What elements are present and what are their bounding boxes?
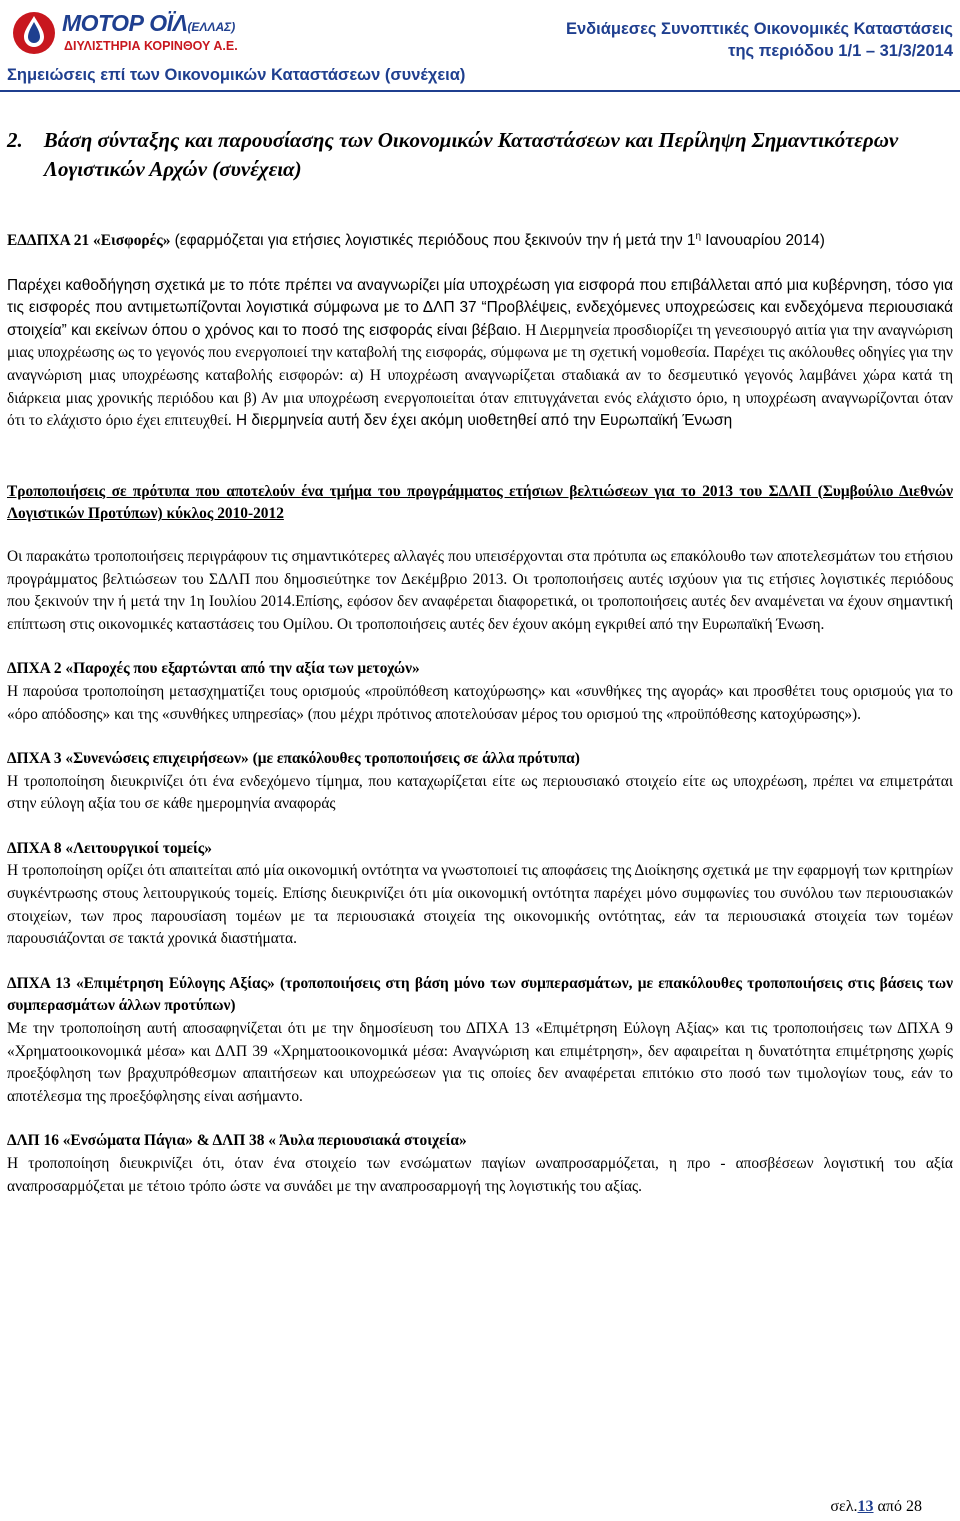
logo-sub-text: ΔΙΥΛΙΣΤΗΡΙΑ ΚΟΡΙΝΘΟΥ Α.Ε.	[64, 39, 238, 53]
oil-drop-icon	[10, 8, 58, 56]
logo-main-text: ΜΟΤΟΡ ΟΪΛ(ΕΛΛΑΣ)	[62, 10, 236, 36]
page-number: σελ.13 από 28	[830, 1498, 922, 1515]
ifric21-paragraph: Παρέχει καθοδήγηση σχετικά με το πότε πρέπει να αναγνωρίζει μία υποχρέωση για εισφορά που επιβάλλεται από μια κυβέρνηση, τόσο για τις εισφορές που αντιμετωπίζονται λογιστικά σύμφωνα με το ΔΛΠ 37 “Προβλέψεις, ενδεχόμενες υποχρεώσεις και ενδεχόμενα περιουσιακά στοιχεία” και εκείνων όπου ο χρόνος και το ποσό της εισφοράς είναι βέβαιο. Η Διερμηνεία προσδιορίζει τη γενεσιουργό αιτία για την αναγνώριση μιας υποχρέωσης ως το γεγονός που ενεργοποιεί την καταβολή της εισφοράς, σύμφωνα με τη σχετική νομοθεσία. Παρέχει τις ακόλουθες οδηγίες για την αναγνώριση μιας υποχρέωσης καταβολής εισφορών: α) Η υποχρέωση αναγνωρίζεται σταδιακά αν το δεσμευτικό γεγονός λαμβάνει χώρα κατά τη διάρκεια μιας χρονικής περιόδου και β) Αν μια υποχρέωση ενεργοποιείται όταν επιτυγχάνεται ενός ελάχιστο όριο, η υποχρέωση αναγνωρίζονται όταν ότι το ελάχιστο όριο έχει επιτευχθεί. Η διερμηνεία αυτή δεν έχει ακόμη υιοθετηθεί από την Ευρωπαϊκή Ένωση	[7, 276, 953, 430]
section-title-text: Βάση σύνταξης και παρουσίασης των Οικονομικών Καταστάσεων και Περίληψη Σημαντικότερων Λογιστικών Αρχών (συνέχεια)	[43, 128, 899, 181]
report-title: Ενδιάμεσες Συνοπτικές Οικονομικές Καταστάσεις	[565, 20, 953, 38]
ifrs2-text: Η παρούσα τροποποίηση μετασχηματίζει τους ορισμούς «προϋπόθεση κατοχύρωσης» και «συνθήκες της αγοράς» και προσθέτει τους ορισμούς για το «όρο απόδοσης» και της «συνθήκες υπηρεσίας» (που μέχρι πρότινος αποτελούσαν μέρος του ορισμού της «προϋπόθεσης κατοχύρωσης»).	[7, 682, 953, 723]
ias16-38-text: Η τροποποίηση διευκρινίζει ότι, όταν ένα στοιχείο των ενσώματων παγίων ωναπροσαρμόζεται, η προ - αποσβέσεων λογιστική του αξία αναπροσαρμόζεται με τέτοιο τρόπο ώστε να συνάδει με την αναπροσαρμογή της λογιστικής του αξίας.	[7, 1155, 953, 1195]
ifrs8-text: Η τροποποίηση ορίζει ότι απαιτείται από μία οικονομική οντότητα να γνωστοποιεί τις αποφάσεις της Διοίκησης σχετικά με την εφαρμογή των κριτηρίων συγκέντρωσης στους λειτουργικούς τομείς. Επίσης διευκρινίζει ότι μία οικονομική οντότητα παρέχει μόνο συμφωνίες του συνόλου των περιουσιακών στοιχείων, των προς παρουσίαση τομέων με τα περιουσιακά στοιχεία της οικονομικής οντότητας, εάν τα περιουσιακά στοιχεία των τομέων παρουσιάζονται σε τακτά χρονικά διαστήματα.	[7, 862, 953, 948]
header-divider	[0, 90, 960, 92]
section-number: 2.	[7, 128, 23, 152]
report-period: της περιόδου 1/1 – 31/3/2014	[728, 42, 953, 60]
ifrs2-title: ΔΠΧΑ 2 «Παροχές που εξαρτώνται από την αξία των μετοχών»	[7, 660, 420, 678]
company-logo	[6, 6, 238, 58]
notes-title: Σημειώσεις επί των Οικονομικών Καταστάσεων (συνέχεια)	[7, 66, 466, 84]
amendments-heading: Τροποποιήσεις σε πρότυπα που αποτελούν ένα τμήμα του προγράμματος ετήσιων βελτιώσεων για το 2013 του ΣΔΛΠ (Συμβούλιο Διεθνών Λογιστικών Προτύπων) κύκλος 2010-2012	[7, 482, 953, 523]
ias16-38-title: ΔΛΠ 16 «Ενσώματα Πάγια» & ΔΛΠ 38 « Άυλα περιουσιακά στοιχεία»	[7, 1132, 467, 1150]
amendments-intro: Οι παρακάτω τροποποιήσεις περιγράφουν τις σημαντικότερες αλλαγές που υπεισέρχονται στα πρότυπα ως επακόλουθο των αποτελεσμάτων του ετήσιου προγράμματος βελτιώσεων του ΣΔΛΠ που δημοσιεύτηκε τον Δεκέμβριο 2013. Οι τροποποιήσεις αυτές ισχύουν για τις ετήσιες λογιστικές περιόδους που ξεκινούν την ή μετά την 1η Ιουλίου 2014.Επίσης, εφόσον δεν αναφέρεται διαφορετικά, οι τροποποιήσεις αυτές δεν αναμένεται να έχουν σημαντική επίπτωση στις οικονομικές καταστάσεις του Ομίλου. Οι τροποποιήσεις αυτές δεν έχουν ακόμη εγκριθεί από την Ευρωπαϊκή Ένωση.	[7, 547, 953, 633]
section-title	[7, 126, 953, 184]
ifrs3-title: ΔΠΧΑ 3 «Συνενώσεις επιχειρήσεων» (με επακόλουθες τροποποιήσεις σε άλλα πρότυπα)	[7, 750, 580, 768]
ifric21-heading: ΕΔΔΠΧΑ 21 «Εισφορές» (εφαρμόζεται για ετήσιες λογιστικές περιόδους που ξεκινούν την ή μετά την $1^\eta$ Ιανουαρίου 2014)	[7, 230, 825, 249]
ifrs8-title: ΔΠΧΑ 8 «Λειτουργικοί τομείς»	[7, 839, 212, 857]
ifrs13-title: ΔΠΧΑ 13 «Επιμέτρηση Εύλογης Αξίας» (τροποποιήσεις στη βάση μόνο των συμπερασμάτων, με επακόλουθες τροποποιήσεις στις βάσεις των συμπερασμάτων άλλων προτύπων)	[7, 974, 953, 1015]
report-heading	[566, 18, 953, 62]
document-body	[7, 126, 953, 1198]
ifrs3-text: Η τροποποίηση διευκρινίζει ότι ένα ενδεχόμενο τίμημα, που καταχωρίζεται είτε ως περιουσιακό στοιχείο είτε ως υποχρέωση, πρέπει να επιμετράται στην εύλογη αξία του σε κάθε ημερομηνία αναφοράς	[7, 772, 953, 813]
ifrs13-text: Με την τροποποίηση αυτή αποσαφηνίζεται ότι με την δημοσίευση του ΔΠΧΑ 13 «Επιμέτρηση Εύλογη Αξίας» και τις τροποποιήσεις των ΔΠΧΑ 9 «Χρηματοοικονομικά μέσα» και ΔΛΠ 39 «Χρηματοοικονομικά μέσα: Αναγνώριση και επιμέτρηση», δεν αφαιρείται η δυνατότητα επιμέτρησης χωρίς προεξόφληση των βραχυπρόθεσμων απαιτήσεων και υποχρεώσεων για τις οποίες δεν αναφέρεται επιτόκιο στο ποσό των τιμολογίων τους, εάν το αποτέλεσμα της προεξόφλησης είναι ασήμαντο.	[7, 1020, 953, 1105]
page-header	[0, 0, 960, 92]
